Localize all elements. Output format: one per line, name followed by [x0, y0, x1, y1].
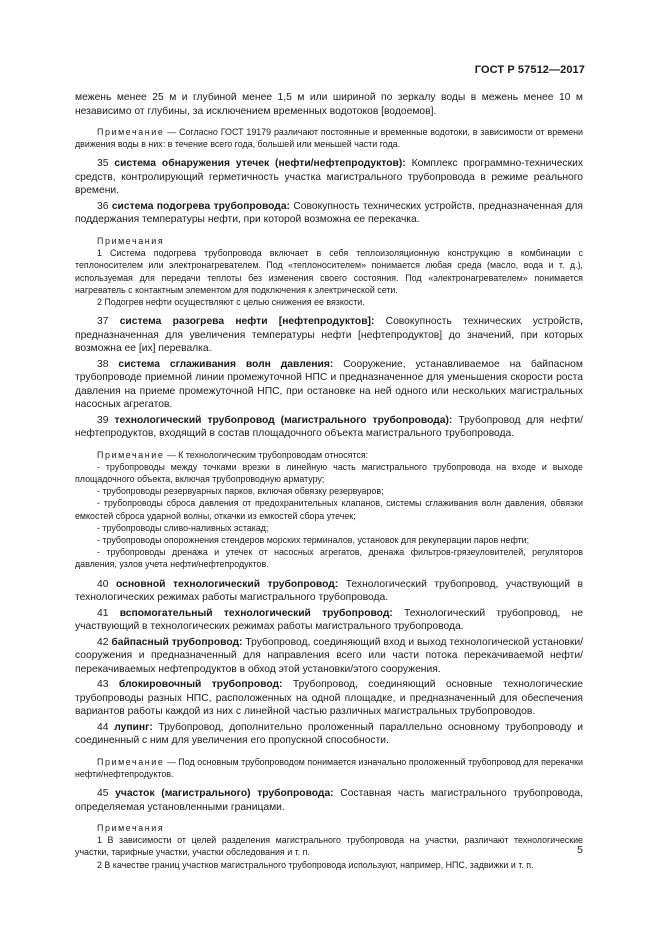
term-40 [75, 578, 583, 605]
term-definition: Совокупность технических устройств, предназначенная для увеличения температуры нефти [нефтепродуктов] до значений, при которых возможна ее [их] перевалка. [75, 316, 583, 355]
term-definition: Технологический трубопровод, не участвующий в технологических режимах работы магистрального трубопровода. [75, 607, 583, 633]
term-definition: Трубопровод для нефти/нефтепродуктов, входящий в состав площадочного объекта магистрального трубопровода. [75, 414, 583, 440]
term-title: блокировочный трубопровод: [118, 679, 283, 691]
note-45-2: 2 В качестве границ участков магистрального трубопровода используют, например, НПС, задвижки и т. п. [97, 859, 534, 870]
term-41 [75, 607, 583, 634]
term-definition: Трубопровод, соединяющий вход и выход технологической установки/сооружения и предназначенный для направления всего или части потока перекачиваемой нефти/перекачиваемых нефтепродуктов в обход этой установки/этого сооружения. [75, 636, 583, 675]
term-number: 37 [97, 316, 120, 328]
term-35 [75, 157, 583, 198]
term-43 [75, 678, 583, 719]
term-number: 40 [97, 578, 116, 590]
note-watercourses [75, 126, 583, 150]
notes-heading [75, 822, 583, 834]
document-body [75, 91, 583, 871]
list-item: - трубопроводы между точками врезки в линейную часть магистрального трубопровода на входе и выходе площадочного объекта, включая трубопроводную арматуру; [75, 461, 583, 485]
continued-paragraph: межень менее 25 м и глубиной менее 1,5 м или шириной по зеркалу воды в межень менее 10 м независимо от глубины, за исключением временных водотоков [водоемов]. [75, 92, 583, 117]
note-label: Примечание [97, 756, 165, 767]
term-definition: Совокупность технических устройств, предназначенная для поддержания температуры нефти, при которой возможна ее перекачка. [75, 200, 583, 226]
notes-label: Примечания [97, 823, 165, 834]
term-number: 35 [97, 158, 115, 170]
term-number: 38 [97, 358, 119, 370]
term-title: основной технологический трубопровод: [115, 578, 339, 590]
term-definition: Трубопровод, дополнительно проложенный параллельно основному трубопроводу и соединенный с ним для увеличения его пропускной способности. [75, 721, 583, 747]
note-44 [75, 756, 583, 780]
term-44 [75, 721, 583, 748]
term-number: 36 [97, 200, 112, 212]
term-37 [75, 315, 583, 356]
note-label: Примечание [97, 127, 165, 137]
note-label: Примечание [97, 449, 165, 460]
term-number: 44 [97, 721, 115, 733]
term-38 [75, 358, 583, 412]
term-number: 45 [97, 788, 116, 800]
term-title: система обнаружения утечек (нефти/нефтепродуктов): [114, 158, 406, 170]
term-title: система разогрева нефти [нефтепродуктов]: [119, 316, 375, 328]
note-text: — Под основным трубопроводом понимается изначально проложенный трубопровод для перекачки нефти/нефтепродуктов. [75, 756, 583, 779]
note-text: — Согласно ГОСТ 19179 различают постоянные и временные водотоки, в зависимости от времени движения воды в них: в течение всего года, большей или меньшей части года. [75, 127, 583, 150]
list-item: - трубопроводы опорожнения стендеров морских терминалов, установок для рекуперации паров нефти; [97, 535, 530, 546]
term-definition: Комплекс программно-технических средств, контролирующий герметичность участка магистрального трубопровода в режиме реального времени. [75, 158, 583, 197]
term-title: участок (магистрального) трубопровода: [115, 788, 334, 800]
list-item: - трубопроводы сброса давления от предохранительных клапанов, системы сглаживания волн давления, обвязки емкостей сброса ударной волны, откачки из емкостей сбора утечек; [75, 498, 583, 521]
term-definition: Сооружение, устанавливаемое на байпасном трубопроводе приемной линии промежуточной НПС и предназначенное для уменьшения скорости роста давления на приеме промежуточной НПС, при остановке на ней одного или нескольких магистральных насосных агрегатов. [75, 358, 583, 411]
list-item: - трубопроводы дренажа и утечек от насосных агрегатов, дренажа фильтров-грязеуловителей, регуляторов давления, узлов учета нефти/нефтепродуктов. [75, 547, 583, 570]
term-number: 39 [97, 414, 115, 426]
term-number: 42 [97, 636, 112, 648]
term-title: система подогрева трубопровода: [111, 200, 290, 212]
term-definition: Технологический трубопровод, участвующий в технологических режимах работы магистрального трубопровода. [75, 578, 583, 604]
list-item: - трубопроводы сливо-наливных эстакад; [97, 522, 269, 533]
standard-header: ГОСТ Р 57512—2017 [474, 64, 585, 76]
list-item: - трубопроводы резервуарных парков, включая обвязку резервуаров; [97, 486, 384, 497]
notes-heading [75, 235, 583, 247]
term-number: 41 [97, 607, 120, 619]
note-36-2: 2 Подогрев нефти осуществляют с целью снижения ее вязкости. [97, 296, 365, 307]
term-title: лупинг: [114, 721, 153, 733]
term-39 [75, 414, 583, 441]
note-36-1: 1 Система подогрева трубопровода включает в себя теплоизоляционную конструкцию в комбинации с теплоносителем или электронагревателем. Под «теплоносителем» понимается любая среда (масло, вода и т. д.), используемая для передачи теплоты без изменения своего состояния. Под «электронагревателем» понимается нагреватель с контактным элементом для подключения к электрической сети. [75, 248, 583, 295]
term-definition: Трубопровод, соединяющий основные технологические трубопроводы разных НПС, расположенных на одной площадке, и предназначенный для обеспечения вариантов работы каждой из них с линейной частью различных магистральных трубопроводов. [75, 679, 583, 718]
term-title: вспомогательный технологический трубопровод: [119, 607, 393, 619]
note-39-intro [75, 449, 583, 461]
page-number: 5 [577, 844, 583, 856]
note-text: — К технологическим трубопроводам относятся: [164, 449, 369, 460]
note-45-1: 1 В зависимости от целей разделения магистрального трубопровода на участки, различают технологические участки, тарифные участки, участки обследования и т. п. [75, 835, 583, 858]
term-36 [75, 200, 583, 227]
term-definition: Составная часть магистрального трубопровода, определяемая установленными границами. [75, 788, 583, 813]
term-45 [75, 787, 583, 814]
term-title: технологический трубопровод (магистрального трубопровода): [114, 414, 453, 426]
term-title: байпасный трубопровод: [111, 636, 243, 648]
term-number: 43 [97, 679, 119, 691]
term-title: система сглаживания волн давления: [118, 358, 334, 370]
term-42 [75, 636, 583, 677]
notes-label: Примечания [97, 235, 165, 246]
